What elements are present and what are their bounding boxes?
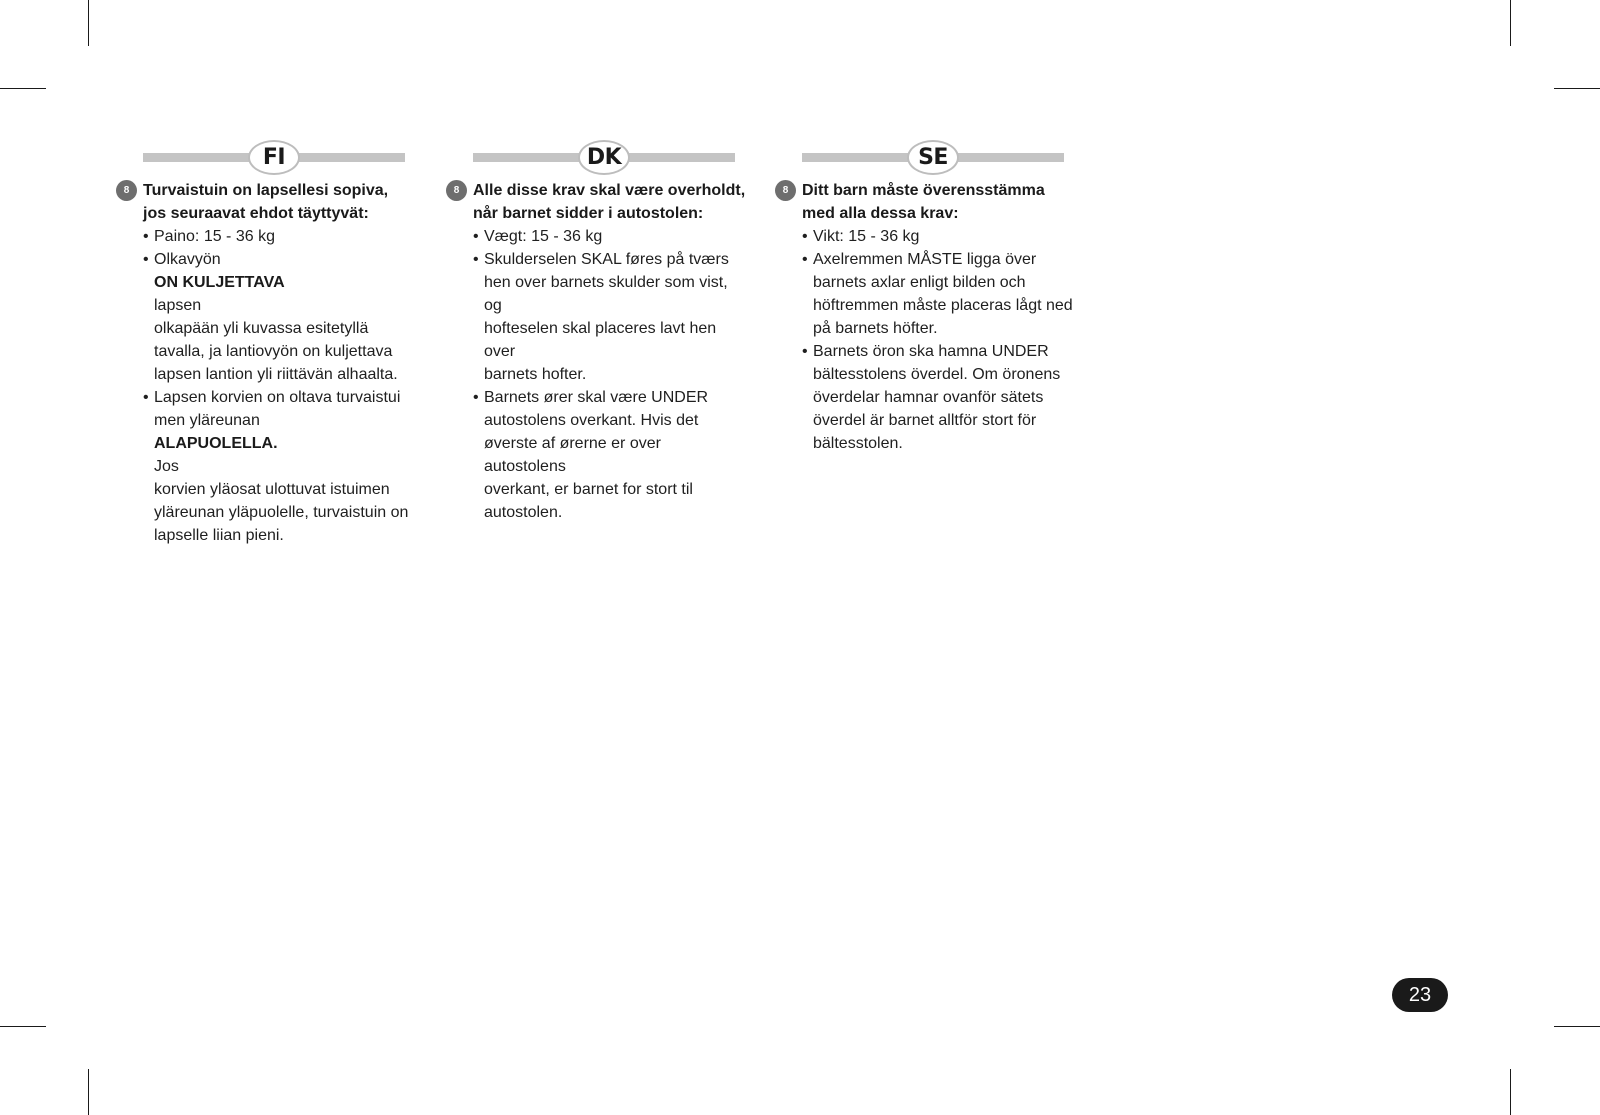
crop-mark-top-right-vertical (1510, 0, 1511, 46)
requirement-line (813, 271, 1075, 294)
requirement-line (484, 501, 746, 524)
text-segment: lapsen lantion yli riittävän alhaalta. (154, 366, 398, 383)
requirement-line (813, 294, 1075, 317)
requirement-item (143, 386, 416, 547)
requirement-line (813, 432, 1075, 455)
requirement-item (802, 248, 1075, 340)
text-segment: • Paino: 15 - 36 kg (154, 228, 275, 245)
crop-mark-bottom-left-horizontal (0, 1026, 46, 1027)
text-segment: barnets axlar enligt bilden och (813, 274, 1026, 291)
column-dk (446, 140, 746, 524)
requirements-section (116, 179, 416, 547)
text-segment: lapsen (154, 297, 202, 314)
text-segment: • Skulderselen SKAL føres på tværs (484, 251, 729, 268)
text-segment: bältesstolen. (813, 435, 903, 452)
requirement-line (813, 363, 1075, 386)
text-segment: yläreunan yläpuolelle, turvaistuin on (154, 504, 409, 521)
emphasis-text: ON KULJETTAVA (154, 274, 285, 291)
step-number-badge: 8 (116, 180, 137, 201)
requirement-line (154, 317, 416, 340)
requirement-line (154, 363, 416, 386)
text-segment: Jos (154, 458, 179, 475)
crop-mark-top-left-vertical (88, 0, 89, 46)
text-segment: • Barnets öron ska hamna UNDER (813, 343, 1049, 360)
requirements-section (775, 179, 1075, 455)
requirement-line (484, 317, 746, 363)
requirement-line (484, 478, 746, 501)
requirement-item (802, 340, 1075, 455)
requirement-line (813, 317, 1075, 340)
text-segment: men yläreunan (154, 412, 260, 429)
text-segment: överdel är barnet alltför stort för (813, 412, 1037, 429)
emphasis-text: ALAPUOLELLA. (154, 435, 278, 452)
requirements-list (802, 225, 1075, 455)
text-segment: lapselle liian pieni. (154, 527, 284, 544)
text-segment: overkant, er barnet for stort til (484, 481, 693, 498)
requirement-line (484, 363, 746, 386)
language-header (143, 140, 405, 174)
text-segment: autostolen. (484, 504, 563, 521)
requirement-line (154, 524, 416, 547)
text-segment: autostolens overkant. Hvis det (484, 412, 699, 429)
requirement-line (484, 271, 746, 317)
step-number-badge: 8 (446, 180, 467, 201)
requirements-section (446, 179, 746, 524)
requirement-line (484, 409, 746, 432)
text-segment: • Olkavyön (154, 251, 221, 268)
section-heading (473, 179, 746, 225)
text-segment: hen over barnets skulder som vist, og (484, 274, 728, 314)
requirement-line (813, 340, 1075, 363)
requirement-line (813, 248, 1075, 271)
requirement-line (484, 432, 746, 478)
language-header (802, 140, 1064, 174)
requirement-line (154, 386, 416, 409)
text-segment: höftremmen måste placeras lågt ned (813, 297, 1073, 314)
requirement-item (473, 225, 746, 248)
text-segment: • Axelremmen MÅSTE ligga över (813, 251, 1037, 268)
column-fi (116, 140, 416, 547)
crop-mark-bottom-right-horizontal (1554, 1026, 1600, 1027)
crop-mark-bottom-left-vertical (88, 1069, 89, 1115)
text-segment: • Lapsen korvien on oltava turvaistui (154, 389, 401, 406)
section-heading (143, 179, 416, 225)
page-number: 23 (1392, 978, 1448, 1012)
text-segment: øverste af ørerne er over autostolens (484, 435, 661, 475)
requirement-line (484, 225, 746, 248)
requirements-list (143, 225, 416, 547)
text-segment: • Vikt: 15 - 36 kg (813, 228, 920, 245)
requirement-line (154, 478, 416, 501)
heading-line: med alla dessa krav: (802, 205, 959, 222)
crop-mark-bottom-right-vertical (1510, 1069, 1511, 1115)
requirement-line (813, 409, 1075, 432)
step-number-badge: 8 (775, 180, 796, 201)
text-segment: på barnets höfter. (813, 320, 938, 337)
requirement-line (484, 386, 746, 409)
requirement-line (154, 225, 416, 248)
text-segment: • Vægt: 15 - 36 kg (484, 228, 603, 245)
text-segment: överdelar hamnar ovanför sätets (813, 389, 1044, 406)
requirement-line (813, 386, 1075, 409)
requirement-item (143, 248, 416, 386)
heading-line: Turvaistuin on lapsellesi sopiva, (143, 182, 389, 199)
text-segment: tavalla, ja lantiovyön on kuljettava (154, 343, 393, 360)
requirement-line (484, 248, 746, 271)
requirement-line (154, 409, 416, 478)
text-segment: • Barnets ører skal være UNDER (484, 389, 709, 406)
requirement-line (813, 225, 1075, 248)
requirement-item (143, 225, 416, 248)
requirement-item (473, 248, 746, 386)
text-segment: hofteselen skal placeres lavt hen over (484, 320, 717, 360)
requirement-line (154, 340, 416, 363)
text-segment: bältesstolens överdel. Om öronens (813, 366, 1061, 383)
requirements-list (473, 225, 746, 524)
language-header (473, 140, 735, 174)
text-segment: barnets hofter. (484, 366, 587, 383)
requirement-line (154, 501, 416, 524)
requirement-item (802, 225, 1075, 248)
requirement-item (473, 386, 746, 524)
heading-line: jos seuraavat ehdot täyttyvät: (143, 205, 369, 222)
section-heading (802, 179, 1075, 225)
language-code-badge: DK (578, 140, 630, 175)
heading-line: Ditt barn måste överensstämma (802, 182, 1045, 199)
crop-mark-top-left-horizontal (0, 88, 46, 89)
heading-line: Alle disse krav skal være overholdt, (473, 182, 746, 199)
heading-line: når barnet sidder i autostolen: (473, 205, 704, 222)
text-segment: korvien yläosat ulottuvat istuimen (154, 481, 390, 498)
text-segment: olkapään yli kuvassa esitetyllä (154, 320, 369, 337)
language-code-badge: FI (248, 140, 300, 175)
column-se (775, 140, 1075, 455)
language-code-badge: SE (907, 140, 959, 175)
requirement-line (154, 248, 416, 317)
crop-mark-top-right-horizontal (1554, 88, 1600, 89)
